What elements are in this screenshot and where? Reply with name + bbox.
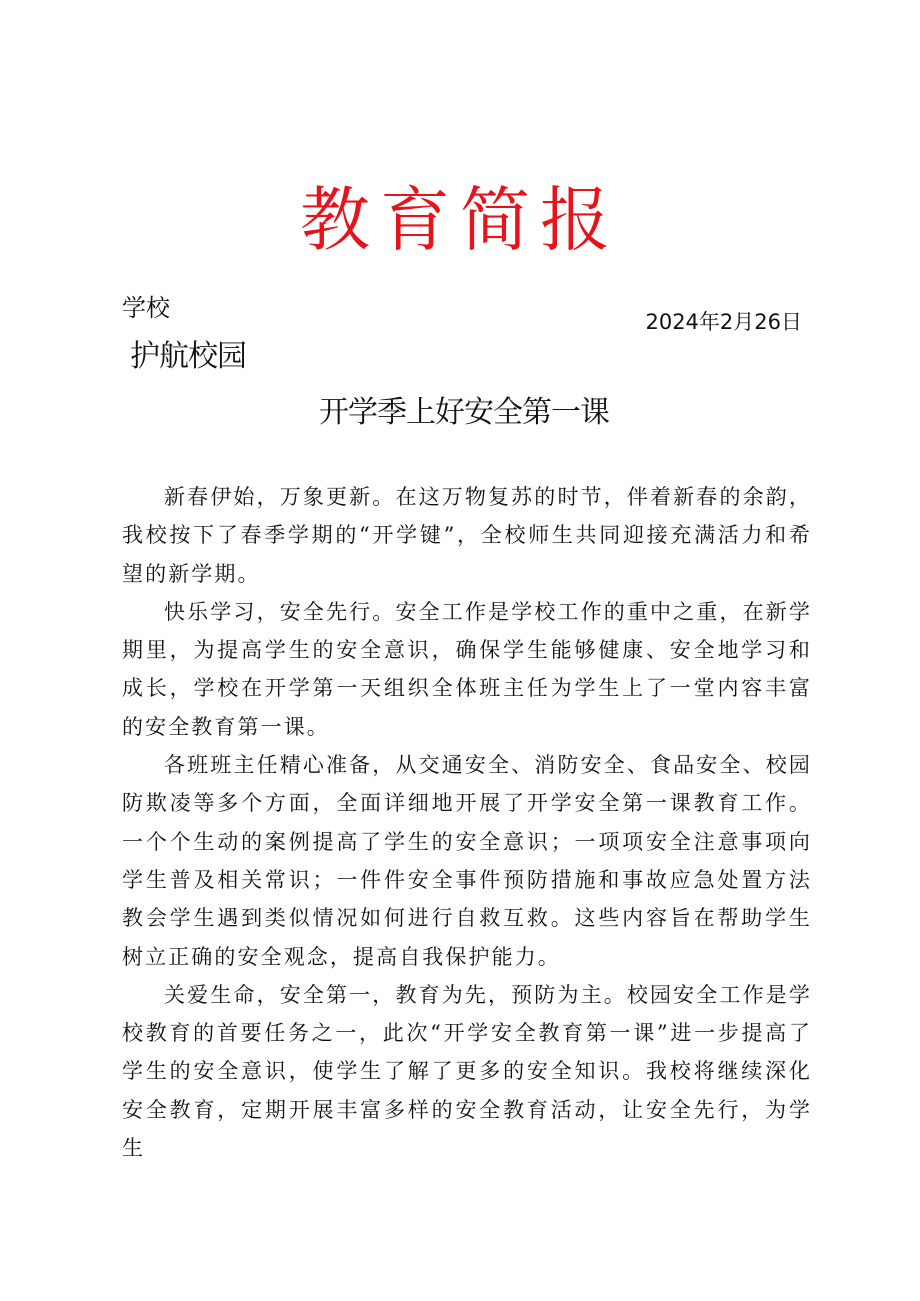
paragraph-1: 新春伊始，万象更新。在这万物复苏的时节，伴着新春的余韵，我校按下了春季学期的“开学键”，全校师生共同迎接充满活力和希望的新学期。 xyxy=(122,485,812,586)
paragraph-2: 快乐学习，安全先行。安全工作是学校工作的重中之重，在新学期里，为提高学生的安全意识，确保学生能够健康、安全地学习和成长，学校在开学第一天组织全体班主任为学生上了一堂内容丰富的安全教育第一课。 xyxy=(122,599,812,739)
article-kicker: 护航校园 xyxy=(130,339,246,374)
paragraph-3: 各班班主任精心准备，从交通安全、消防安全、食品安全、校园防欺凌等多个方面，全面详细地开展了开学安全第一课教育工作。一个个生动的案例提高了学生的安全意识；一项项安全注意事项向学生普及相关常识；一件件安全事件预防措施和事故应急处置方法教会学生遇到类似情况如何进行自救互救。这些内容旨在帮助学生树立正确的安全观念，提高自我保护能力。 xyxy=(122,753,812,969)
masthead-title: 教育简报 xyxy=(300,179,620,261)
paragraph-4: 关爱生命，安全第一，教育为先，预防为主。校园安全工作是学校教育的首要任务之一，此次“开学安全教育第一课”进一步提高了学生的安全意识，使学生了解了更多的安全知识。我校将继续深化安全教育，定期开展丰富多样的安全教育活动，让安全先行，为学生 xyxy=(122,982,812,1161)
issue-date: 2024年2月26日 xyxy=(645,310,802,334)
article-headline: 开学季上好安全第一课 xyxy=(319,395,609,430)
article-body xyxy=(122,478,812,1167)
school-label: 学校 xyxy=(122,294,170,322)
